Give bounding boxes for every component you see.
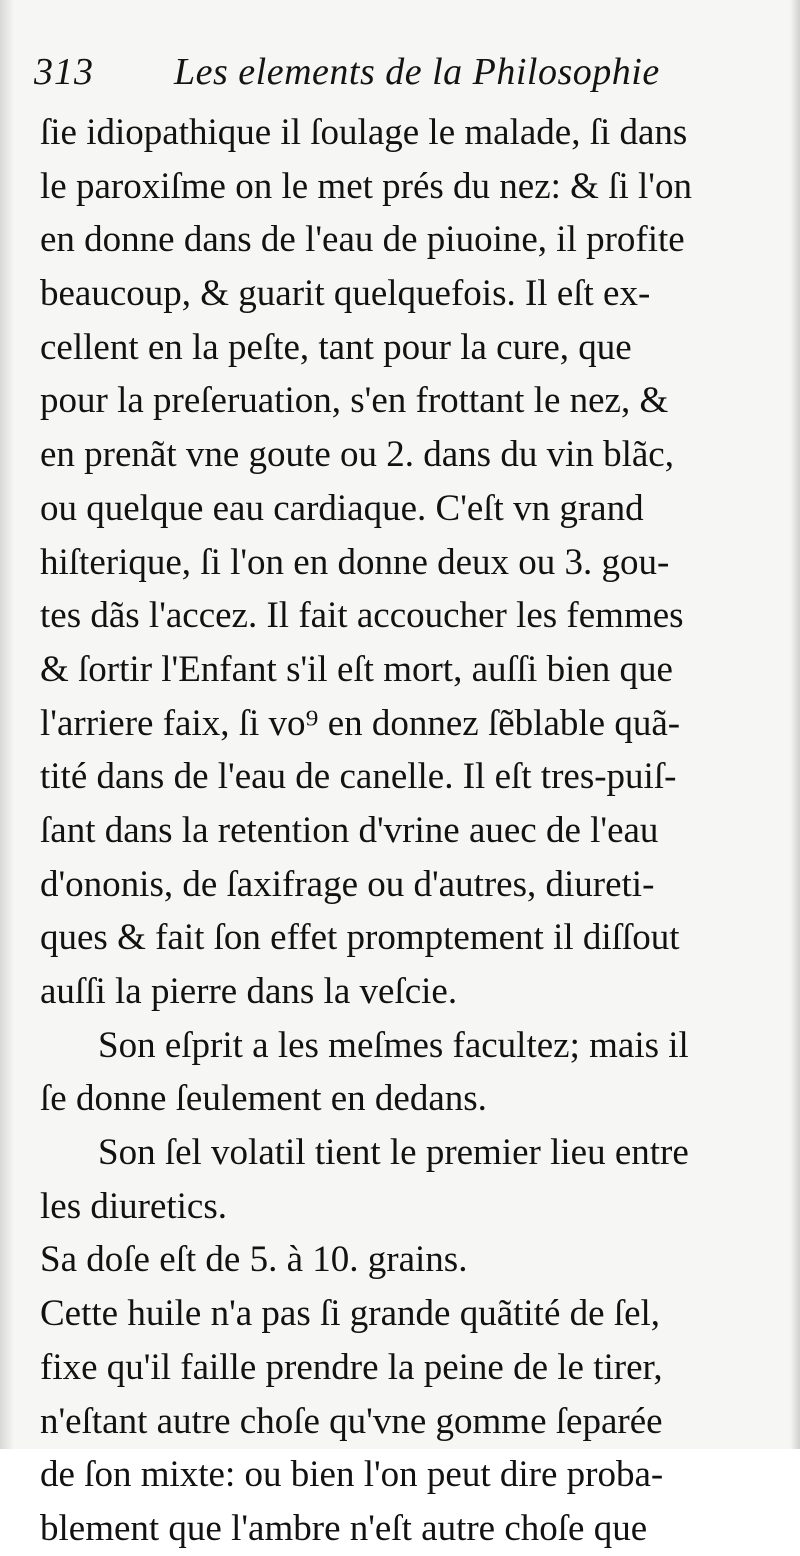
text-line: Cette huile n'a pas ſi grande quãtité de ſel,	[40, 1293, 661, 1335]
text-line: les diuretics.	[40, 1185, 228, 1227]
text-line: ſie idiopathique il ſoulage le malade, ſi dans	[40, 112, 688, 153]
page-number: 313	[34, 51, 94, 93]
text-line: hiſterique, ſi l'on en donne deux ou 3. gou-	[40, 541, 670, 583]
text-line: beaucoup, & guarit quelquefois. Il eſt ex-	[40, 273, 651, 315]
running-title: Les elements de la Philosophie	[174, 51, 660, 93]
text-line: de ſon mixte: ou bien l'on peut dire proba-	[40, 1454, 664, 1496]
text-line: l'arriere faix, ſi vo⁹ en donnez ſẽblable quã-	[40, 702, 681, 744]
text-line: ou quelque eau cardiaque. C'eſt vn grand	[40, 487, 644, 529]
page-header	[34, 44, 774, 100]
text-line: fixe qu'il faille prendre la peine de le tirer,	[40, 1346, 663, 1388]
page-edge-shadow-right	[790, 0, 800, 1449]
text-line: Son ſel volatil tient le premier lieu entre	[98, 1132, 689, 1174]
text-line: tité dans de l'eau de canelle. Il eſt tres-puiſ-	[40, 756, 677, 798]
page-edge-shadow-left	[0, 0, 14, 1449]
text-line: le paroxiſme on le met prés du nez: & ſi l'on	[40, 165, 692, 207]
text-line: d'ononis, de ſaxifrage ou d'autres, diureti-	[40, 863, 655, 905]
text-line: & ſortir l'Enfant s'il eſt mort, auſſi bien que	[40, 648, 673, 690]
text-line: blement que l'ambre n'eſt autre choſe que	[40, 1507, 648, 1549]
text-line: n'eſtant autre choſe qu'vne gomme ſeparée	[40, 1400, 663, 1442]
text-line: Sa doſe eſt de 5. à 10. grains.	[40, 1239, 468, 1281]
text-line: cellent en la peſte, tant pour la cure, que	[40, 326, 632, 368]
text-line: ſe donne ſeulement en dedans.	[40, 1078, 487, 1120]
text-line: tes dãs l'accez. Il fait accoucher les femmes	[40, 595, 684, 637]
text-line: ques & fait ſon effet promptement il diſſout	[40, 917, 680, 959]
text-line: ſant dans la retention d'vrine auec de l'eau	[40, 809, 659, 851]
body-text	[40, 106, 780, 1556]
text-line: auſſi la pierre dans la veſcie.	[40, 971, 458, 1012]
text-line: pour la preſeruation, s'en frottant le nez, &	[40, 380, 669, 422]
text-line: en prenãt vne goute ou 2. dans du vin blãc,	[40, 434, 674, 476]
text-line: Son eſprit a les meſmes facultez; mais il	[98, 1024, 689, 1066]
text-line: en donne dans de l'eau de piuoine, il profite	[40, 219, 685, 261]
